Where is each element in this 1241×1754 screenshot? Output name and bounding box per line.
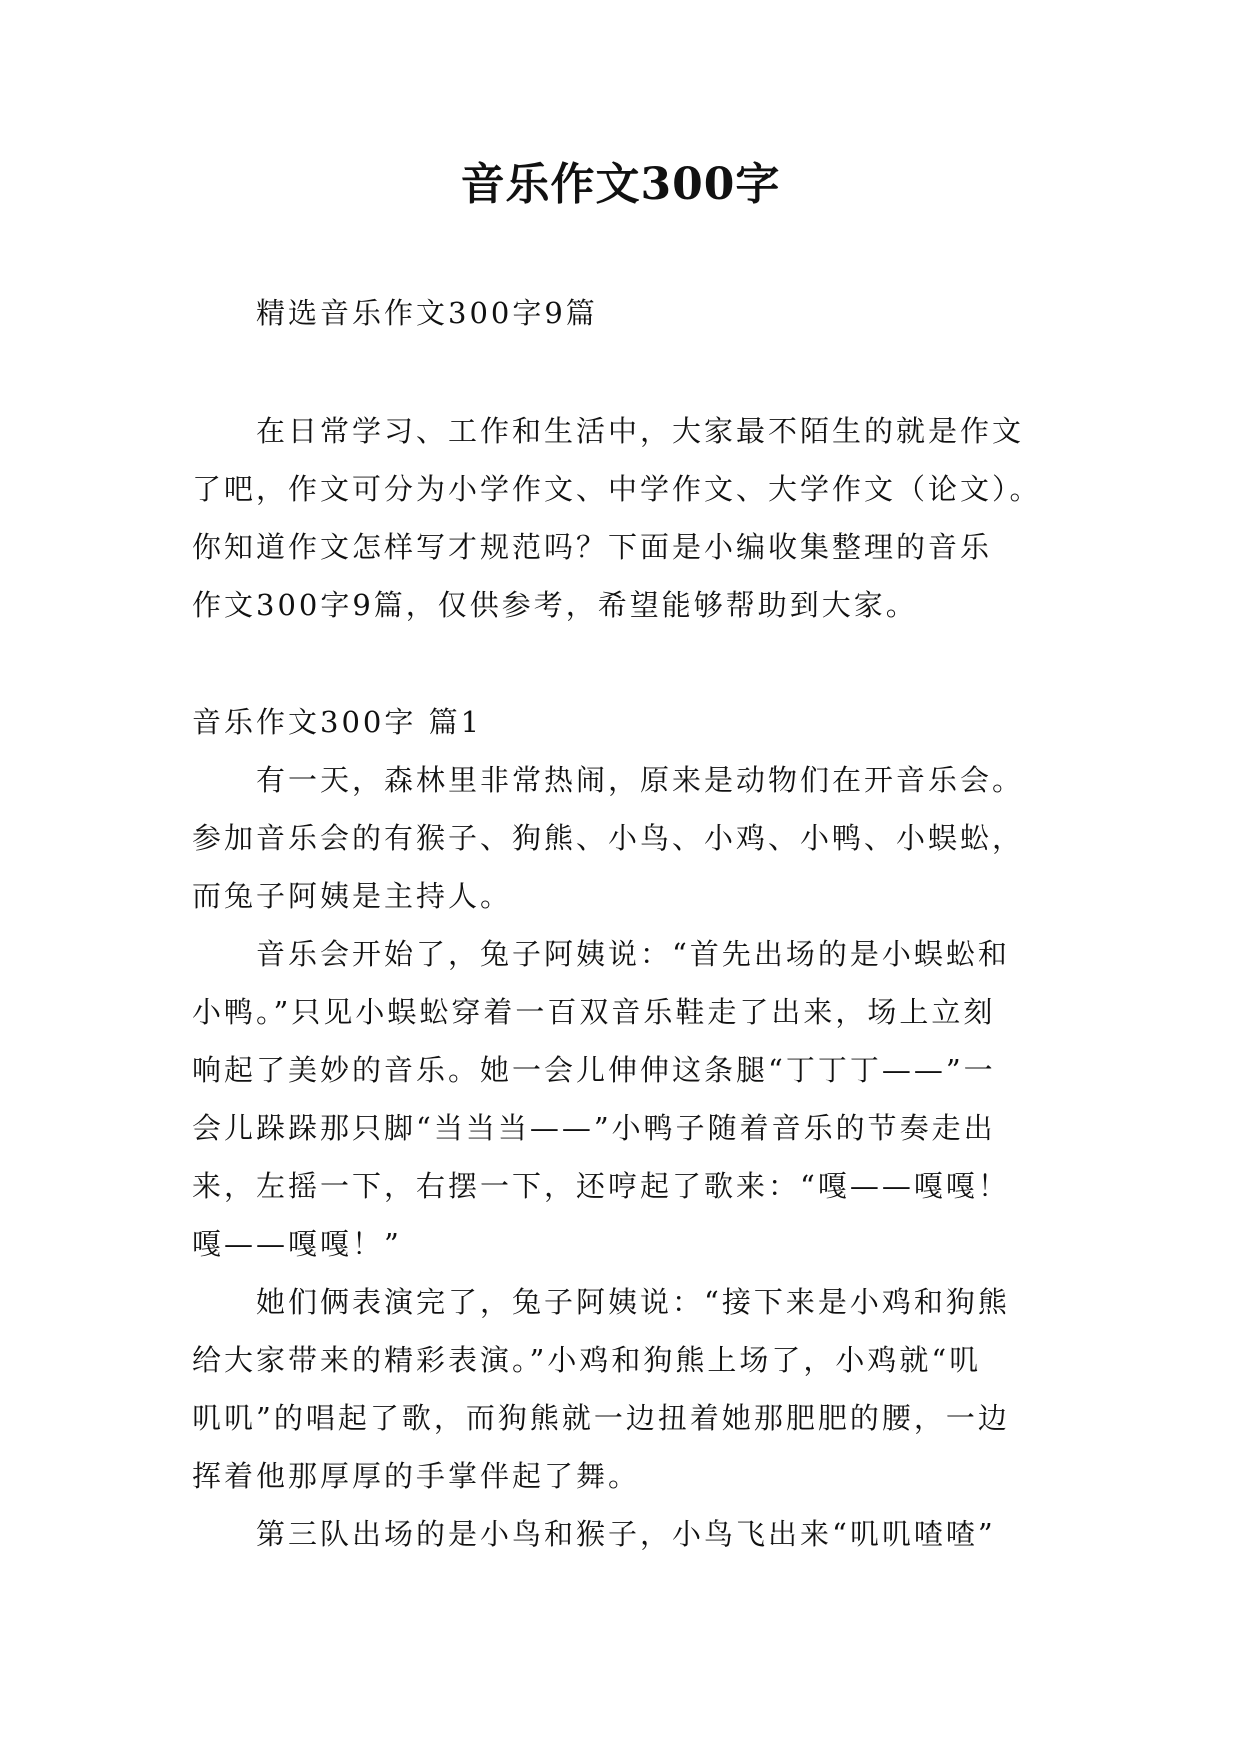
document-subtitle: 精选音乐作文300字9篇	[256, 296, 598, 330]
document-title: 音乐作文300字	[460, 159, 781, 210]
intro-line: 作文300字9篇，仅供参考，希望能够帮助到大家。	[192, 588, 918, 622]
paragraph-line: 参加音乐会的有猴子、狗熊、小鸟、小鸡、小鸭、小蜈蚣，	[192, 821, 1025, 855]
intro-line: 了吧，作文可分为小学作文、中学作文、大学作文（论文）。	[192, 472, 1042, 506]
paragraph-line: 响起了美妙的音乐。她一会儿伸伸这条腿“丁丁丁——”一	[192, 1053, 996, 1087]
paragraph-line: 嘎——嘎嘎！”	[192, 1227, 402, 1261]
intro-paragraph	[192, 402, 1070, 634]
paragraph-line: 来，左摇一下，右摆一下，还哼起了歌来：“嘎——嘎嘎！	[192, 1169, 1010, 1203]
paragraph-line: 会儿跺跺那只脚“当当当——”小鸭子随着音乐的节奏走出	[192, 1111, 996, 1145]
paragraph-line: 挥着他那厚厚的手掌伴起了舞。	[192, 1459, 641, 1493]
paragraph-line: 她们俩表演完了，兔子阿姨说：“接下来是小鸡和狗熊	[256, 1285, 1010, 1319]
intro-line: 你知道作文怎样写才规范吗？下面是小编收集整理的音乐	[192, 530, 993, 564]
paragraph-line: 叽叽”的唱起了歌，而狗熊就一边扭着她那肥肥的腰，一边	[192, 1401, 1010, 1435]
paragraph-line: 第三队出场的是小鸟和猴子，小鸟飞出来“叽叽喳喳”	[256, 1517, 996, 1551]
paragraph-line: 而兔子阿姨是主持人。	[192, 879, 513, 913]
paragraph-line: 小鸭。”只见小蜈蚣穿着一百双音乐鞋走了出来，场上立刻	[192, 995, 996, 1029]
essay-section	[192, 693, 1070, 1563]
intro-line: 在日常学习、工作和生活中，大家最不陌生的就是作文	[256, 414, 1025, 448]
paragraph-line: 有一天，森林里非常热闹，原来是动物们在开音乐会。	[256, 763, 1025, 797]
subtitle-block	[192, 284, 1070, 342]
section-heading: 音乐作文300字 篇1	[192, 705, 483, 739]
paragraph-line: 给大家带来的精彩表演。”小鸡和狗熊上场了，小鸡就“叽	[192, 1343, 982, 1377]
paragraph-line: 音乐会开始了，兔子阿姨说：“首先出场的是小蜈蚣和	[256, 937, 1010, 971]
